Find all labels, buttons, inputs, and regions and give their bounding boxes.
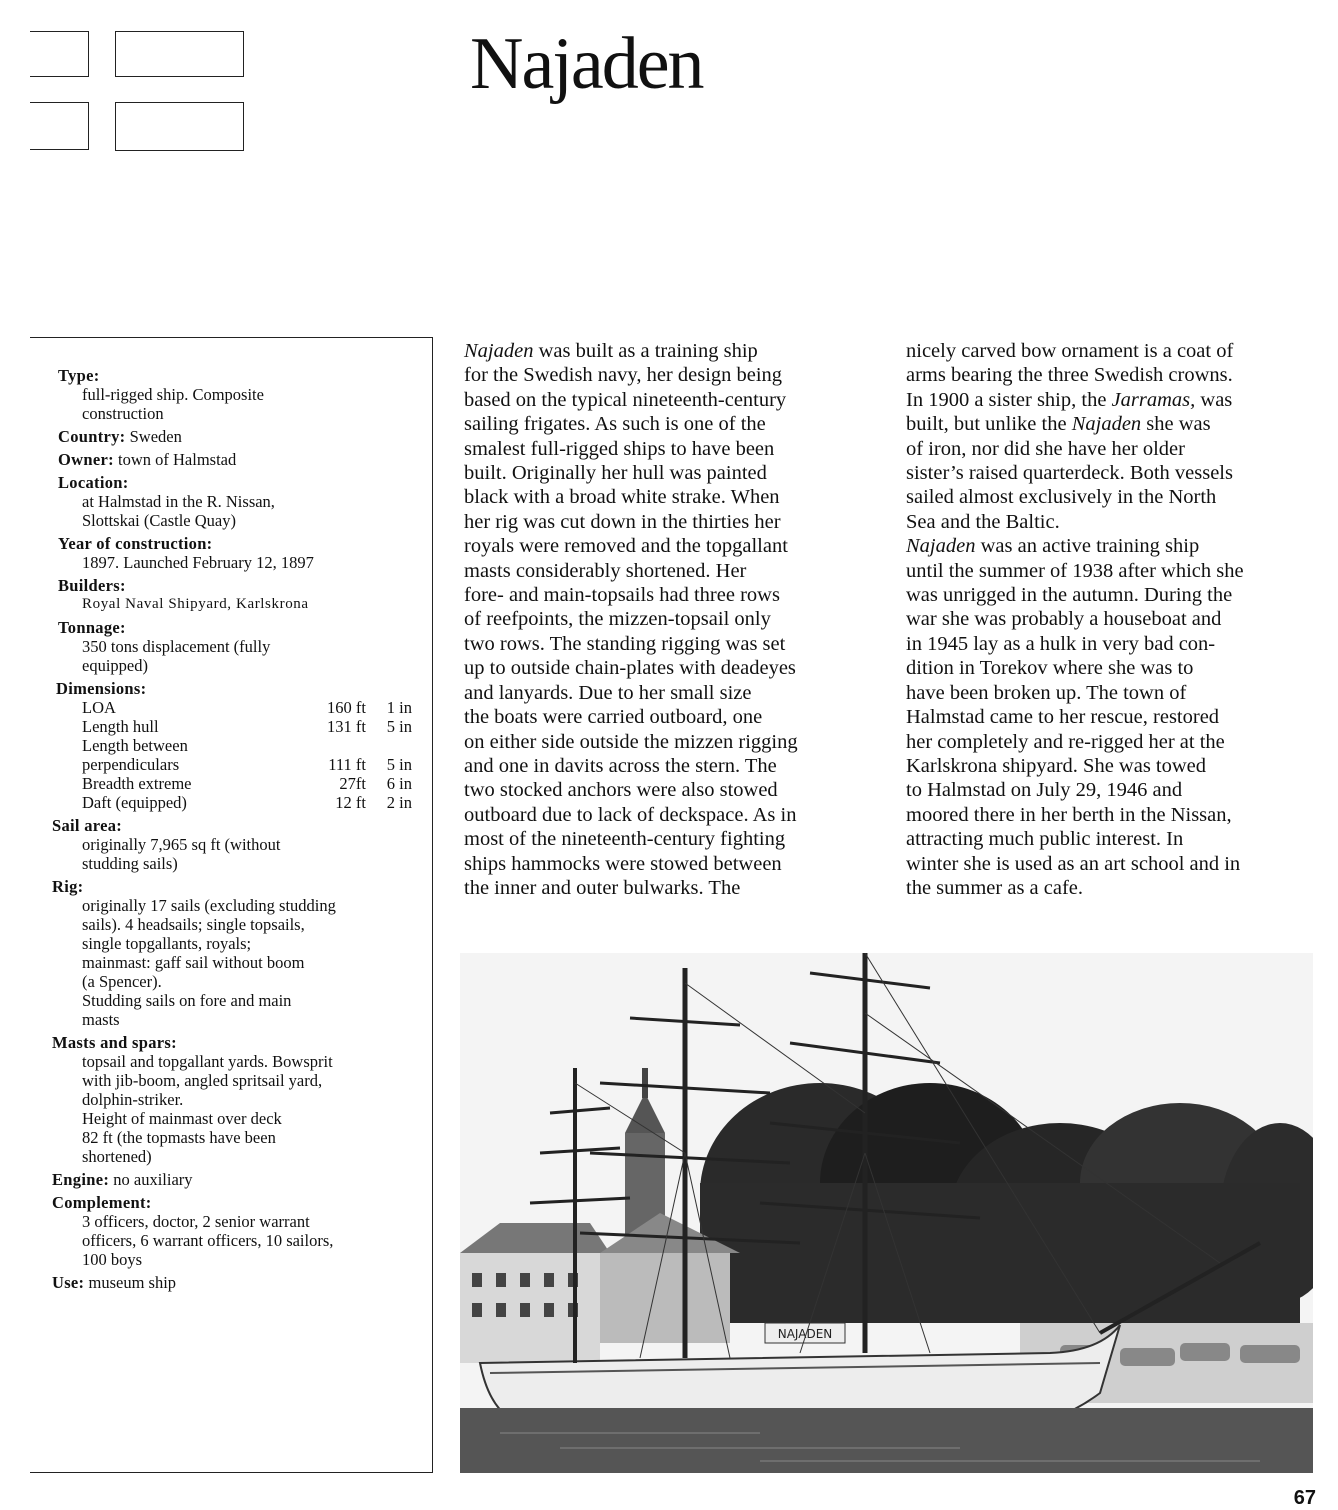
body-paragraph: was an active training ship until the summer of 1938 after which she was unrigged in the autumn. During the war she was probably a houseboat and in 1945 lay as a hulk in very bad con- dition in Torekov where she was to have been broken up. The town of Halmstad came to her rescue, restored her completely and re-rigged her at the Karlskrona shipyard. She was towed to Halmstad on July 29, 1946 and moored there in her berth in the Nissan, attracting much public interest. In winter she is used as an art school and in the summer as a cafe.: [906, 535, 1244, 899]
dimension-inches: 1 in: [386, 698, 412, 717]
spec-label: Engine:: [52, 1170, 110, 1189]
body-paragraph: she was of iron, nor did she have her older sister’s raised quarterdeck. Both vessels sailed almost exclusively in the North Sea and the Baltic.: [906, 413, 1233, 533]
body-paragraph: nicely carved bow ornament is a coat of arms bearing the three Swedish crowns. In 1900 a sister ship, the: [906, 340, 1234, 411]
flag-box-bottom-right: [115, 102, 244, 151]
spec-dimensions: [52, 679, 412, 812]
dimension-feet: 131 ft: [327, 717, 366, 736]
spec-label: Dimensions:: [56, 679, 147, 698]
spec-type: [52, 366, 412, 423]
spec-value: town of Halmstad: [113, 450, 237, 469]
spec-value: museum ship: [84, 1273, 177, 1292]
spec-label: Country:: [58, 427, 126, 446]
dimension-row: [82, 736, 412, 755]
spec-value: at Halmstad in the R. Nissan, Slottskai (Castle Quay): [82, 492, 275, 530]
spec-complement: [52, 1193, 412, 1269]
spec-value: 3 officers, doctor, 2 senior warrant officers, 6 warrant officers, 10 sailors, 100 boys: [82, 1212, 334, 1269]
spec-value: originally 17 sails (excluding studding sails). 4 headsails; single topsails, single topgallants, royals; mainmast: gaff sail without boom (a Spencer). Studding sails on fore and main masts: [82, 896, 336, 1029]
spec-label: Masts and spars:: [52, 1033, 177, 1052]
ship-name-italic: Najaden: [906, 535, 976, 558]
spec-location: [52, 473, 412, 530]
specifications-list: [52, 366, 412, 1296]
dimension-row: [82, 698, 412, 717]
dimension-name: Breadth extreme: [82, 774, 192, 793]
spec-label: Year of construction:: [58, 534, 213, 553]
page-number: 67: [1293, 1487, 1316, 1509]
spec-value: topsail and topgallant yards. Bowsprit with jib-boom, angled spritsail yard, dolphin-striker. Height of mainmast over deck 82 ft (the topmasts have been shortened): [82, 1052, 333, 1166]
spec-value: originally 7,965 sq ft (without studding sails): [82, 835, 281, 873]
dimension-name: perpendiculars: [82, 755, 180, 774]
spec-value: 350 tons displacement (fully equipped): [82, 637, 271, 675]
dimension-name: Length between: [82, 736, 188, 755]
spec-year: [52, 534, 412, 572]
spec-value: Sweden: [125, 427, 182, 446]
spec-value: no auxiliary: [109, 1170, 193, 1189]
dimension-feet: [314, 736, 366, 755]
dimension-row: [82, 717, 412, 736]
dimension-feet: 160 ft: [327, 698, 366, 717]
ship-name-italic: Najaden: [1071, 413, 1142, 436]
spec-value: Royal Naval Shipyard, Karlskrona: [82, 596, 309, 612]
page-title: Najaden: [470, 23, 703, 105]
body-paragraph: was built as a training ship for the Swedish navy, her design being based on the typical nineteenth-century sailing frigates. As such is one of the smalest full-rigged ships to have been built. Originally her hull was painted black with a broad white strake. When her rig was cut down in the thirties her royals were removed and the topgallant masts considerably shortened. Her fore- and main-topsails had three rows of reefpoints, the mizzen-topsail only two rows. The standing rigging was set up to outside chain-plates with deadeyes and lanyards. Due to her small size the boats were carried outboard, one on either side outside the mizzen rigging and one in davits across the stern. The two stocked anchors were also stowed outboard due to lack of deckspace. As in most of the nineteenth-century fighting ships hammocks were stowed between the inner and outer bulwarks. The: [464, 340, 798, 899]
spec-sail-area: [52, 816, 412, 873]
spec-label: Complement:: [52, 1193, 152, 1212]
spec-builders: [52, 576, 412, 614]
dimension-name: LOA: [82, 698, 116, 717]
dimension-inches: 2 in: [386, 793, 412, 812]
ship-name-italic: Najaden: [464, 340, 534, 362]
spec-value: 1897. Launched February 12, 1897: [82, 553, 314, 572]
spec-label: Owner:: [58, 450, 114, 469]
spec-masts-spars: [52, 1033, 412, 1166]
flag-box-bottom-left: [30, 102, 89, 150]
flag-box-top-right: [115, 31, 244, 77]
body-text-column-left: [464, 339, 904, 900]
dimensions-table: [52, 698, 412, 812]
spec-tonnage: [52, 618, 412, 675]
ship-name-italic: Jarramas,: [1111, 388, 1196, 411]
spec-label: Tonnage:: [58, 618, 126, 637]
specifications-panel: [30, 337, 433, 1473]
ship-sign: NAJADEN: [777, 1327, 833, 1341]
flag-box-top-left: [30, 31, 89, 77]
dimension-inches: [366, 736, 412, 755]
spec-value: full-rigged ship. Composite construction: [82, 385, 264, 423]
dimension-row: [82, 774, 412, 793]
spec-country: [52, 427, 412, 446]
spec-use: [52, 1273, 412, 1292]
dimension-name: Daft (equipped): [82, 793, 187, 812]
spec-label: Type:: [58, 366, 100, 385]
dimension-row: [82, 755, 412, 774]
body-text-column-right: [906, 339, 1316, 900]
dimension-feet: 27ft: [339, 774, 366, 793]
dimension-inches: 6 in: [386, 774, 412, 793]
spec-engine: [52, 1170, 412, 1189]
spec-label: Rig:: [52, 877, 84, 896]
spec-label: Use:: [52, 1273, 85, 1292]
body-paragraph: was built, but unlike the: [906, 388, 1233, 436]
dimension-feet: 12 ft: [335, 793, 366, 812]
ship-photograph: [460, 953, 1313, 1473]
spec-label: Sail area:: [52, 816, 123, 835]
dimension-feet: 111 ft: [328, 755, 366, 774]
dimension-row: [82, 793, 412, 812]
spec-owner: [52, 450, 412, 469]
spec-rig: [52, 877, 412, 1029]
spec-label: Location:: [58, 473, 129, 492]
spec-label: Builders:: [58, 576, 126, 595]
dimension-inches: 5 in: [386, 717, 412, 736]
dimension-name: Length hull: [82, 717, 159, 736]
dimension-inches: 5 in: [386, 755, 412, 774]
